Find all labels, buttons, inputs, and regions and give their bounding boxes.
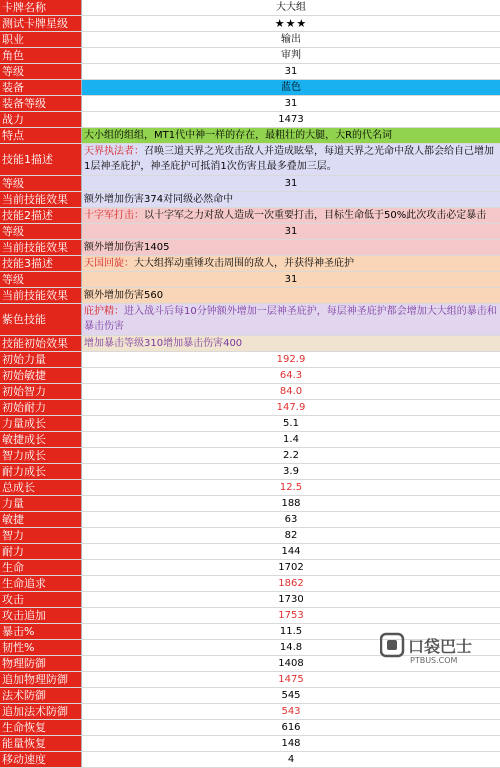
row-grow-sta [0,464,500,480]
value-skill2-level: 31 [82,224,500,239]
label-stars: 测试卡牌星级 [0,16,82,31]
row-init-str [0,352,500,368]
value-tough: 14.8 [82,640,500,655]
value-agi: 63 [82,512,500,527]
label-mdef-add: 追加法术防御 [0,704,82,719]
value-atk-add: 1753 [82,608,500,623]
value-init-sta: 147.9 [82,400,500,415]
row-pdef-add [0,672,500,688]
value-mdef-add: 543 [82,704,500,719]
value-atk: 1730 [82,592,500,607]
label-equip: 装备 [0,80,82,95]
value-init-agi: 64.3 [82,368,500,383]
label-hp: 生命 [0,560,82,575]
label-card-name: 卡牌名称 [0,0,82,15]
row-mdef [0,688,500,704]
value-init-int: 84.0 [82,384,500,399]
row-skill2-level [0,224,500,240]
row-skill1-effect [0,192,500,208]
skill2-name: 十字军打击： [84,210,144,221]
value-level: 31 [82,64,500,79]
value-hp-regen: 616 [82,720,500,735]
label-level: 等级 [0,64,82,79]
row-int [0,528,500,544]
row-mp-regen [0,736,500,752]
value-role: 审判 [82,48,500,63]
value-init-str: 192.9 [82,352,500,367]
value-hp: 1702 [82,560,500,575]
row-role [0,48,500,64]
value-grow-int: 2.2 [82,448,500,463]
row-grow-agi [0,432,500,448]
skill3-text: 大大组挥动重锤攻击周围的敌人，并获得神圣庇护 [134,258,354,269]
watermark-brand: 口袋巴士 [408,637,472,656]
row-init-sta [0,400,500,416]
row-hp-add [0,576,500,592]
label-role: 角色 [0,48,82,63]
label-sta: 耐力 [0,544,82,559]
value-mdef: 545 [82,688,500,703]
skill3-name: 天国回旋： [84,258,134,269]
value-skill3-level: 31 [82,272,500,287]
label-tough: 韧性% [0,640,82,655]
row-job [0,32,500,48]
label-move-speed: 移动速度 [0,752,82,767]
row-grow-str [0,416,500,432]
row-equip-level [0,96,500,112]
row-mdef-add [0,704,500,720]
row-skill-init [0,336,500,352]
row-stars [0,16,500,32]
label-grow-total: 总成长 [0,480,82,495]
row-level [0,64,500,80]
label-skill1-effect: 当前技能效果 [0,192,82,207]
row-grow-total [0,480,500,496]
skill2-text: 以十字军之力对敌人造成一次重要打击，目标生命低于50%此次攻击必定暴击 [144,210,486,221]
value-mp-regen: 148 [82,736,500,751]
label-init-str: 初始力量 [0,352,82,367]
row-sta [0,544,500,560]
label-str: 力量 [0,496,82,511]
label-mdef: 法术防御 [0,688,82,703]
value-skill3-desc [82,256,500,271]
label-mp-regen: 能量恢复 [0,736,82,751]
label-job: 职业 [0,32,82,47]
label-init-sta: 初始耐力 [0,400,82,415]
value-stars: ★★★ [82,16,500,31]
label-power: 战力 [0,112,82,127]
label-atk: 攻击 [0,592,82,607]
watermark-url: PTBUS.COM [410,656,458,665]
label-hp-regen: 生命恢复 [0,720,82,735]
label-skill2-desc: 技能2描述 [0,208,82,223]
row-atk [0,592,500,608]
value-pdef-add: 1475 [82,672,500,687]
value-card-name: 大大组 [82,0,500,15]
row-grow-int [0,448,500,464]
value-crit: 11.5 [82,624,500,639]
label-skill2-level: 等级 [0,224,82,239]
label-grow-int: 智力成长 [0,448,82,463]
row-hp-regen [0,720,500,736]
label-skill-init: 技能初始效果 [0,336,82,351]
row-feature [0,128,500,144]
value-grow-str: 5.1 [82,416,500,431]
value-skill3-effect: 额外增加伤害560 [82,288,500,303]
label-skill1-desc: 技能1描述 [0,144,82,175]
purple-skill-text: 进入战斗后每10分钟额外增加一层神圣庇护，每层神圣庇护都会增加大大组的暴击和暴击伤害 [84,306,497,332]
skill1-name: 天界执法者： [84,146,144,157]
value-purple-skill [82,304,500,335]
value-skill2-desc [82,208,500,223]
label-int: 智力 [0,528,82,543]
label-feature: 特点 [0,128,82,143]
ptbus-watermark-logo [380,631,496,665]
label-skill3-effect: 当前技能效果 [0,288,82,303]
row-skill2-effect [0,240,500,256]
label-hp-add: 生命追求 [0,576,82,591]
row-init-int [0,384,500,400]
label-agi: 敏捷 [0,512,82,527]
row-purple-skill [0,304,500,336]
row-skill3-desc [0,256,500,272]
row-init-agi [0,368,500,384]
row-atk-add [0,608,500,624]
value-power: 1473 [82,112,500,127]
row-str [0,496,500,512]
value-pdef: 1408 [82,656,500,671]
label-crit: 暴击% [0,624,82,639]
value-equip: 蓝色 [82,80,500,95]
label-pdef: 物理防御 [0,656,82,671]
row-skill2-desc [0,208,500,224]
value-feature: 大小组的组组，MT1代中神一样的存在，最粗壮的大腿，大R的代名词 [82,128,500,143]
row-agi [0,512,500,528]
row-card-name [0,0,500,16]
value-grow-sta: 3.9 [82,464,500,479]
value-move-speed: 4 [82,752,500,767]
label-skill2-effect: 当前技能效果 [0,240,82,255]
label-equip-level: 装备等级 [0,96,82,111]
label-init-agi: 初始敏捷 [0,368,82,383]
skill1-text: 召唤三道天界之光攻击敌人并造成眩晕，每道天界之光命中敌人都会给自己增加1层神圣庇护，神圣庇护可抵消1次伤害且最多叠加三层。 [84,146,494,172]
value-str: 188 [82,496,500,511]
value-sta: 144 [82,544,500,559]
purple-skill-name: 庇护精： [84,306,124,317]
label-purple-skill: 紫色技能 [0,304,82,335]
label-skill1-level: 等级 [0,176,82,191]
label-grow-str: 力量成长 [0,416,82,431]
value-skill1-effect: 额外增加伤害374对同级必然命中 [82,192,500,207]
value-grow-total: 12.5 [82,480,500,495]
row-move-speed [0,752,500,768]
label-skill3-level: 等级 [0,272,82,287]
row-power [0,112,500,128]
label-grow-sta: 耐力成长 [0,464,82,479]
label-init-int: 初始智力 [0,384,82,399]
row-skill3-effect [0,288,500,304]
value-int: 82 [82,528,500,543]
label-skill3-desc: 技能3描述 [0,256,82,271]
row-equip [0,80,500,96]
label-atk-add: 攻击追加 [0,608,82,623]
value-skill2-effect: 额外增加伤害1405 [82,240,500,255]
row-skill1-level [0,176,500,192]
value-hp-add: 1862 [82,576,500,591]
value-job: 输出 [82,32,500,47]
label-pdef-add: 追加物理防御 [0,672,82,687]
label-grow-agi: 敏捷成长 [0,432,82,447]
row-skill3-level [0,272,500,288]
value-grow-agi: 1.4 [82,432,500,447]
value-equip-level: 31 [82,96,500,111]
value-skill-init: 增加暴击等级310增加暴击伤害400 [82,336,500,351]
row-skill1-desc [0,144,500,176]
row-hp [0,560,500,576]
value-skill1-level: 31 [82,176,500,191]
value-skill1-desc [82,144,500,175]
